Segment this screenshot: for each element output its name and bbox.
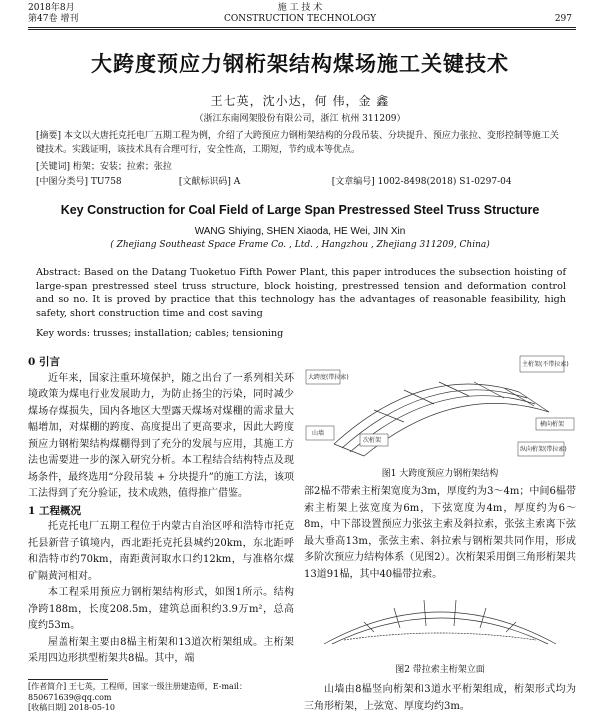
figure-1-caption: 图1 大跨度预应力钢桁架结构 — [381, 469, 499, 479]
keywords-cn: [关键词] 桁架；安装；拉索；张拉 — [36, 162, 172, 172]
article-number: [文章编号] 1002-8498(2018) S1-0297-04 — [331, 177, 512, 187]
keywords-en: Key words: trusses; installation; cables; tensioning — [36, 328, 284, 339]
paper-title-cn: 大跨度预应力钢桁架结构煤场施工关键技术 — [91, 51, 509, 76]
left-column — [28, 354, 294, 668]
section-heading-intro: 0 引言 — [28, 356, 60, 368]
journal-name-cn: 施 工 技 术 — [277, 3, 323, 13]
cable-truss-elevation — [304, 586, 576, 650]
intro-paragraph: 近年来，国家注重环境保护，随之出台了一系列相关环境政策为煤电行业发展助力，为防止扬尘的污染，同时减少煤场存煤损失，国内各地区大型露天煤场对煤棚的需求量大幅增加，对煤棚的跨度、高度提出了更高要求，因此大跨度预应力钢桁架结构煤棚得到了充分的发展与应用，其施工方法也需要进一步的深入研究分析。本工程结合结构特点及现场条件，最终选用“分段吊装 + 分块提升”的施工方法，该项工法得到了充分验证，技术成熟，值得推广借鉴。 — [28, 372, 294, 499]
fig1-label: 山墙 — [312, 430, 325, 437]
issue-date: 2018年8月 — [28, 3, 75, 13]
running-header-center — [0, 3, 600, 25]
authors-cn: 王七英，沈小达，何 伟，金 鑫 — [210, 94, 390, 108]
truss-end-right — [519, 392, 549, 412]
figure-1 — [304, 352, 576, 464]
abstract-cn: [摘要] 本文以大唐托克托电厂五期工程为例，介绍了大跨预应力钢桁架结构的分段吊装、分块提升、预应力张拉、变形控制等施工关键技术。实践证明，该技术具有合理可行，安全性高，工期短，节约成本等优点。 — [36, 131, 559, 155]
header-rule — [28, 27, 576, 28]
truss-bottom-chord — [332, 618, 548, 644]
figure-2-caption: 图2 带拉索主桁架立面 — [395, 665, 485, 675]
volume-issue: 第47卷 增刊 — [28, 14, 79, 24]
affiliation-en: ( Zhejiang Southeast Space Frame Co. , Ltd. , Hangzhou , Zhejiang 311209, China) — [110, 240, 490, 250]
page-number: 297 — [554, 14, 572, 24]
overview-paragraph-1: 托克托电厂五期工程位于内蒙古自治区呼和浩特市托克托县新营子镇境内，西北距托克托县城约20km，东北距呼和浩特市约70km，南距黄河取水口约12km，与准格尔煤矿隔黄河相对。 — [28, 521, 294, 582]
classification-row — [36, 174, 566, 187]
right-paragraph-2: 山墙由8榀竖向桁架和3道水平桁架组成，桁架形式均为三角形桁架，上弦宽、厚度均约3m。 — [304, 684, 576, 712]
overview-paragraph-2: 本工程采用预应力钢桁架结构形式，如图1所示。结构净跨188m，长度208.5m，建筑总面积约3.9万m²，总高度约53m。 — [28, 587, 294, 631]
journal-name-en: CONSTRUCTION TECHNOLOGY — [223, 14, 377, 24]
document-code: [文献标识码] A — [178, 177, 241, 187]
fig1-label: 纵向桁架(带拉索) — [520, 446, 567, 453]
overview-paragraph-3: 屋盖桁架主要由8榀主桁架和13道次桁架组成。主桁架采用四边形拱型桁架共8榀。其中，端 — [28, 636, 294, 664]
right-column-top — [304, 484, 576, 583]
clc-code: [中图分类号] TU758 — [36, 177, 122, 187]
author-info: [作者简介] 王七英，工程师，国家一级注册建造师，E-mail：850671639@qq.com — [28, 682, 247, 702]
authors-en: WANG Shiying, SHEN Xiaoda, HE Wei, JIN Xin — [194, 226, 406, 237]
header-rule-2 — [28, 29, 576, 30]
figure-2 — [304, 586, 576, 650]
cable-struts — [364, 600, 516, 632]
received-date: [收稿日期] 2018-05-10 — [28, 703, 115, 712]
right-paragraph-1: 部2榀不带索主桁架宽度为3m，厚度约为3～4m；中间6榀带索主桁架上弦宽度为6m，下弦宽度为4m，厚度约为6～8m，中下部设置预应力张弦主索及斜拉索，张弦主索离下弦最大垂高13m，张弦主索、斜拉索与钢桁架共同作用，形成多阶次预应力结构体系（见图2）。次桁架采用倒三角形桁架共13道91榀，其中40榀带拉索。 — [304, 486, 576, 580]
truss-braces — [374, 382, 534, 422]
fig1-label: 横向桁架 — [540, 421, 565, 428]
abstract-en: Abstract: Based on the Datang Tuoketuo Fifth Power Plant, this paper introduces the subsection hoisting of large-span prestressed steel truss structure, block hoisting, prestressed tension and deformation control and so no. It is proved by practice that this technology has the advantages of reasonable feasibility, high safety, short construction time and cost saving — [36, 267, 566, 319]
truss-3d-diagram — [304, 352, 576, 464]
affiliation-cn: （浙江东南网架股份有限公司，浙江 杭州 311209） — [194, 114, 406, 124]
truss-base-left — [334, 444, 364, 456]
footnote — [28, 682, 298, 714]
footnote-rule — [28, 679, 108, 680]
fig1-label: 次桁架 — [363, 437, 382, 444]
fig1-label: 大跨度(带拉索) — [308, 374, 349, 381]
tension-cable — [344, 633, 536, 640]
right-column-bottom — [304, 682, 576, 715]
section-heading-overview: 1 工程概况 — [28, 504, 81, 517]
truss-top-chord — [324, 612, 556, 644]
fig1-label: 主桁架(不带拉索) — [522, 361, 569, 368]
paper-title-en: Key Construction for Coal Field of Large Span Prestressed Steel Truss Structure — [60, 203, 540, 217]
